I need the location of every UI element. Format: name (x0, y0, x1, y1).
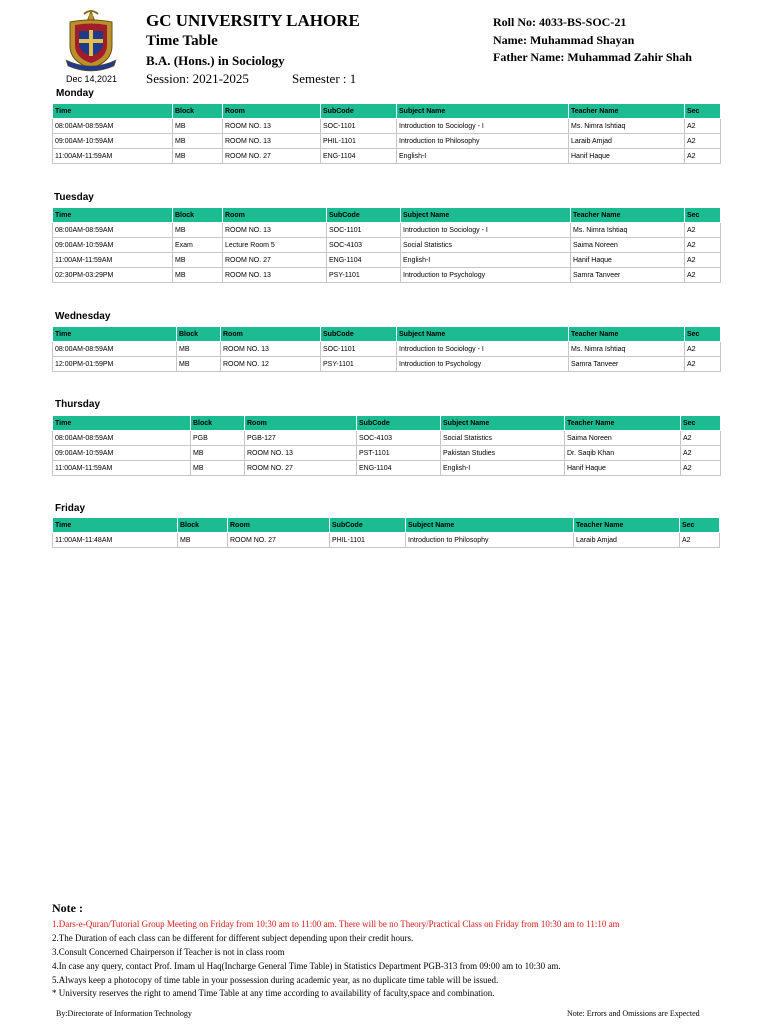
university-name: GC UNIVERSITY LAHORE (146, 11, 360, 30)
university-crest-icon (62, 6, 120, 72)
table-cell: A2 (685, 134, 721, 149)
column-header: Teacher Name (565, 416, 681, 431)
column-header: SubCode (321, 104, 397, 119)
timetable-thursday (52, 415, 721, 476)
table-cell: A2 (681, 431, 721, 446)
column-header: SubCode (357, 416, 441, 431)
timetable-tuesday (52, 207, 721, 283)
table-cell: A2 (685, 357, 721, 372)
table-cell: PSY-1101 (321, 357, 397, 372)
roll-number: Roll No: 4033-BS-SOC-21 (493, 15, 627, 29)
table-cell: 08:00AM-08:59AM (53, 431, 191, 446)
table-cell: SOC-1101 (321, 119, 397, 134)
day-heading-monday: Monday (56, 88, 94, 99)
table-cell: ROOM NO. 13 (223, 268, 327, 283)
column-header: Subject Name (406, 518, 574, 533)
column-header: Teacher Name (571, 208, 685, 223)
table-cell: Lecture Room 5 (223, 238, 327, 253)
table-header-row (53, 327, 721, 342)
column-header: Sec (685, 104, 721, 119)
table-cell: Ms. Nimra Ishtiaq (569, 342, 685, 357)
column-header: Time (53, 416, 191, 431)
column-header: Subject Name (401, 208, 571, 223)
table-cell: 09:00AM-10:59AM (53, 446, 191, 461)
table-cell: 08:00AM-08:59AM (53, 342, 177, 357)
session-label: Session: 2021-2025 (146, 71, 249, 86)
column-header: SubCode (321, 327, 397, 342)
table-cell: A2 (685, 253, 721, 268)
table-cell: Introduction to Psychology (401, 268, 571, 283)
column-header: Room (245, 416, 357, 431)
column-header: Sec (685, 208, 721, 223)
father-name: Father Name: Muhammad Zahir Shah (493, 50, 692, 64)
table-cell: A2 (685, 238, 721, 253)
table-cell: SOC-4103 (327, 238, 401, 253)
note-item: 4.In case any query, contact Prof. Imam ul Haq(Incharge General Time Table) in Statistics Department PGB-313 from 09:00 am to 10:30 am. (52, 961, 561, 971)
timetable-friday (52, 517, 720, 548)
column-header: Subject Name (397, 104, 569, 119)
note-item: * University reserves the right to amend Time Table at any time according to availability of faculty,space and combination. (52, 988, 495, 998)
table-cell: 09:00AM-10:59AM (53, 238, 173, 253)
table-cell: A2 (685, 223, 721, 238)
column-header: Block (177, 327, 221, 342)
table-cell: Introduction to Philosophy (406, 533, 574, 548)
table-cell: Dr. Saqib Khan (565, 446, 681, 461)
table-cell: PST-1101 (357, 446, 441, 461)
table-row (53, 253, 721, 268)
table-cell: 12:00PM-01:59PM (53, 357, 177, 372)
table-cell: Hanif Haque (571, 253, 685, 268)
note-heading: Note : (52, 901, 83, 915)
column-header: SubCode (327, 208, 401, 223)
table-header-row (53, 518, 720, 533)
table-cell: Introduction to Philosophy (397, 134, 569, 149)
table-cell: Laraib Amjad (574, 533, 680, 548)
table-cell: Introduction to Sociology - I (401, 223, 571, 238)
table-row (53, 357, 721, 372)
table-header-row (53, 208, 721, 223)
table-cell: ROOM NO. 13 (223, 223, 327, 238)
column-header: Time (53, 327, 177, 342)
table-row (53, 238, 721, 253)
table-cell: SOC-1101 (327, 223, 401, 238)
table-cell: Laraib Amjad (569, 134, 685, 149)
column-header: SubCode (330, 518, 406, 533)
column-header: Room (223, 104, 321, 119)
table-row (53, 342, 721, 357)
column-header: Sec (681, 416, 721, 431)
column-header: Subject Name (441, 416, 565, 431)
table-cell: English-I (401, 253, 571, 268)
table-cell: A2 (685, 119, 721, 134)
column-header: Teacher Name (569, 104, 685, 119)
column-header: Room (228, 518, 330, 533)
table-cell: PHIL-1101 (330, 533, 406, 548)
column-header: Room (223, 208, 327, 223)
table-cell: A2 (685, 149, 721, 164)
table-cell: ROOM NO. 27 (245, 461, 357, 476)
table-cell: A2 (681, 446, 721, 461)
column-header: Block (178, 518, 228, 533)
table-cell: MB (173, 119, 223, 134)
table-cell: English-I (441, 461, 565, 476)
table-cell: PGB (191, 431, 245, 446)
table-cell: Social Statistics (401, 238, 571, 253)
table-cell: Samra Tanveer (571, 268, 685, 283)
day-heading-thursday: Thursday (55, 399, 101, 410)
table-cell: ROOM NO. 13 (223, 119, 321, 134)
footer-disclaimer: Note: Errors and Omissions are Expected (567, 1009, 700, 1018)
column-header: Subject Name (397, 327, 569, 342)
table-row (53, 446, 721, 461)
table-cell: ROOM NO. 27 (228, 533, 330, 548)
table-cell: MB (178, 533, 228, 548)
day-heading-tuesday: Tuesday (54, 192, 94, 203)
table-cell: ROOM NO. 27 (223, 253, 327, 268)
semester-label: Semester : 1 (292, 71, 357, 86)
table-cell: Samra Tanveer (569, 357, 685, 372)
table-cell: MB (173, 223, 223, 238)
table-row (53, 119, 721, 134)
table-cell: A2 (681, 461, 721, 476)
table-cell: Pakistan Studies (441, 446, 565, 461)
table-row (53, 149, 721, 164)
table-cell: ENG-1104 (327, 253, 401, 268)
issue-date: Dec 14,2021 (66, 74, 118, 84)
table-header-row (53, 416, 721, 431)
note-item: 2.The Duration of each class can be different for different subject depending upon their credit hours. (52, 933, 414, 943)
column-header: Teacher Name (574, 518, 680, 533)
column-header: Room (221, 327, 321, 342)
table-cell: Ms. Nimra Ishtiaq (571, 223, 685, 238)
table-cell: Saima Noreen (565, 431, 681, 446)
table-cell: 08:00AM-08:59AM (53, 223, 173, 238)
table-cell: 11:00AM-11:59AM (53, 461, 191, 476)
table-cell: A2 (685, 268, 721, 283)
column-header: Teacher Name (569, 327, 685, 342)
note-item: 3.Consult Concerned Chairperson if Teacher is not in class room (52, 947, 285, 957)
table-cell: PGB-127 (245, 431, 357, 446)
table-cell: MB (173, 253, 223, 268)
column-header: Time (53, 518, 178, 533)
table-cell: 08:00AM-08:59AM (53, 119, 173, 134)
column-header: Time (53, 208, 173, 223)
day-heading-friday: Friday (55, 503, 86, 514)
table-cell: Ms. Nimra Ishtiaq (569, 119, 685, 134)
table-cell: ROOM NO. 27 (223, 149, 321, 164)
table-cell: ENG-1104 (357, 461, 441, 476)
table-cell: Saima Noreen (571, 238, 685, 253)
table-cell: MB (191, 461, 245, 476)
note-item: 5.Always keep a photocopy of time table in your possession during academic year, as no duplicate time table will be issued. (52, 975, 499, 985)
table-cell: A2 (680, 533, 720, 548)
table-cell: MB (177, 357, 221, 372)
table-cell: Exam (173, 238, 223, 253)
table-cell: A2 (685, 342, 721, 357)
timetable-monday (52, 103, 721, 164)
document-title: Time Table (146, 33, 218, 49)
table-cell: Introduction to Sociology - I (397, 119, 569, 134)
student-name: Name: Muhammad Shayan (493, 33, 635, 47)
table-cell: MB (177, 342, 221, 357)
note-item: 1.Dars-e-Quran/Tutorial Group Meeting on Friday from 10:30 am to 11:00 am. There will be no Theory/Practical Class on Friday from 10:30 am to 11:10 am (52, 919, 620, 929)
table-cell: SOC-1101 (321, 342, 397, 357)
table-row (53, 134, 721, 149)
table-cell: 11:00AM-11:59AM (53, 149, 173, 164)
table-cell: Introduction to Sociology - I (397, 342, 569, 357)
table-header-row (53, 104, 721, 119)
day-heading-wednesday: Wednesday (55, 311, 111, 322)
table-cell: ROOM NO. 13 (223, 134, 321, 149)
table-cell: ROOM NO. 13 (221, 342, 321, 357)
table-cell: Hanif Haque (565, 461, 681, 476)
column-header: Block (173, 208, 223, 223)
program-name: B.A. (Hons.) in Sociology (146, 53, 285, 68)
footer-credit: By:Directorate of Information Technology (56, 1009, 192, 1018)
column-header: Sec (685, 327, 721, 342)
table-cell: 11:00AM-11:48AM (53, 533, 178, 548)
table-cell: ENG-1104 (321, 149, 397, 164)
table-row (53, 268, 721, 283)
table-cell: PSY-1101 (327, 268, 401, 283)
column-header: Block (191, 416, 245, 431)
table-row (53, 223, 721, 238)
table-cell: SOC-4103 (357, 431, 441, 446)
table-cell: English-I (397, 149, 569, 164)
table-cell: MB (173, 268, 223, 283)
table-cell: 09:00AM-10:59AM (53, 134, 173, 149)
table-cell: Hanif Haque (569, 149, 685, 164)
table-cell: ROOM NO. 12 (221, 357, 321, 372)
timetable-wednesday (52, 326, 721, 372)
column-header: Sec (680, 518, 720, 533)
column-header: Block (173, 104, 223, 119)
table-cell: Introduction to Psychology (397, 357, 569, 372)
table-cell: 11:00AM-11:59AM (53, 253, 173, 268)
table-cell: MB (191, 446, 245, 461)
table-cell: MB (173, 134, 223, 149)
table-row (53, 533, 720, 548)
table-cell: 02:30PM-03:29PM (53, 268, 173, 283)
table-row (53, 431, 721, 446)
table-cell: MB (173, 149, 223, 164)
table-cell: PHIL-1101 (321, 134, 397, 149)
table-cell: Social Statistics (441, 431, 565, 446)
column-header: Time (53, 104, 173, 119)
table-row (53, 461, 721, 476)
table-cell: ROOM NO. 13 (245, 446, 357, 461)
